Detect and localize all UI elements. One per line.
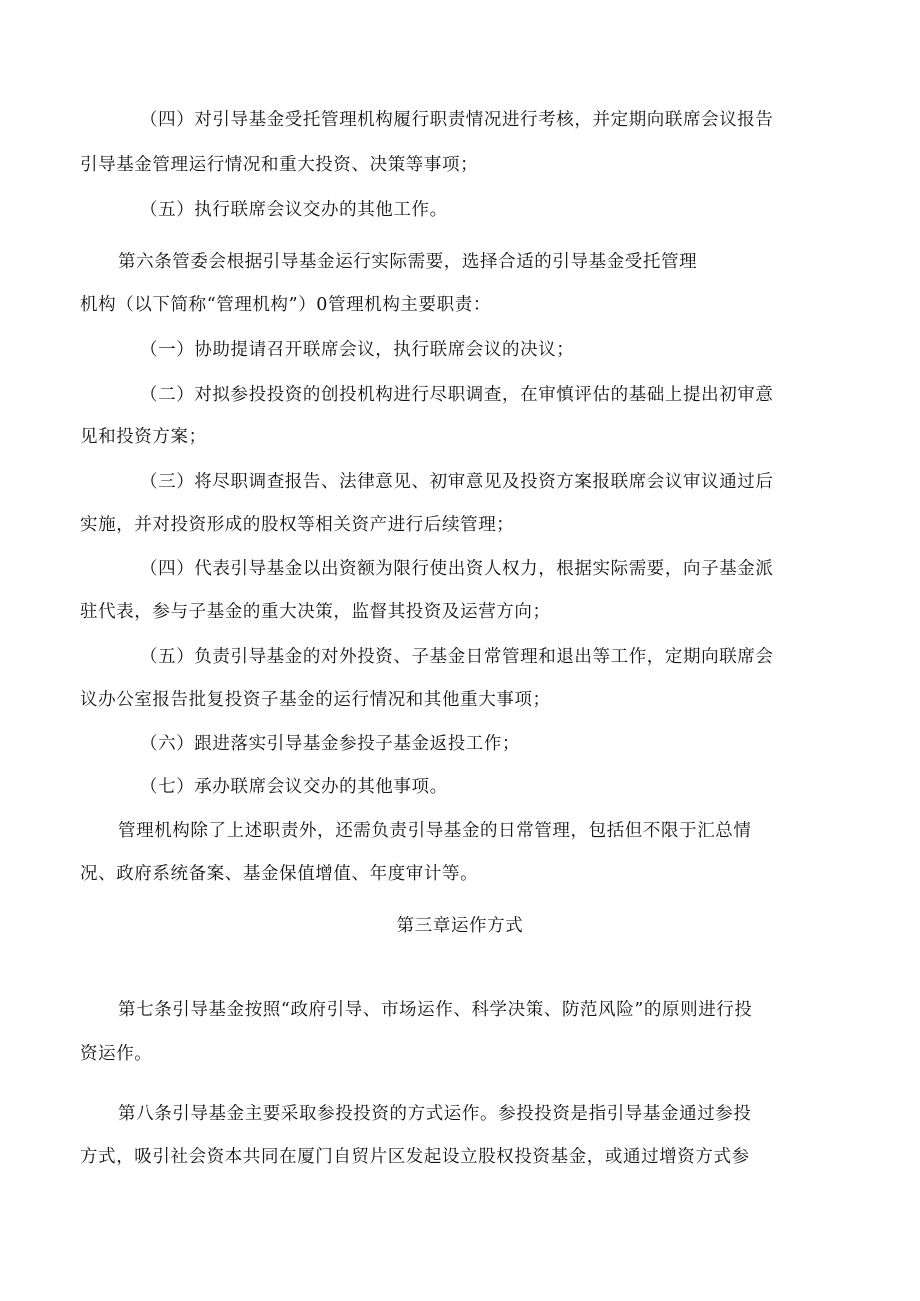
paragraph-line: 议办公室报告批复投资子基金的运行情况和其他重大事项； (80, 690, 551, 710)
paragraph-line: （七）承办联席会议交办的其他事项。 (140, 777, 448, 797)
paragraph-line: 机构（以下简称“管理机构”）0管理机构主要职责： (80, 295, 491, 315)
article-line: 第七条引导基金按照“政府引导、市场运作、科学决策、防范风险”的原则进行投 (118, 1000, 753, 1020)
paragraph-line: 见和投资方案； (80, 427, 207, 447)
article-line: 第八条引导基金主要采取参投投资的方式运作。参投投资是指引导基金通过参投 (118, 1104, 752, 1124)
paragraph-line: （四）对引导基金受托管理机构履行职责情况进行考核，并定期向联席会议报告 (140, 110, 774, 130)
chapter-heading: 第三章运作方式 (396, 916, 524, 936)
paragraph-line: （五）执行联席会议交办的其他工作。 (140, 200, 448, 220)
paragraph-line: （三）将尽职调查报告、法律意见、初审意见及投资方案报联席会议审议通过后 (140, 472, 774, 492)
paragraph-line: 实施，并对投资形成的股权等相关资产进行后续管理； (80, 515, 515, 535)
paragraph-line: （四）代表引导基金以出资额为限行使出资人权力，根据实际需要，向子基金派 (140, 559, 774, 579)
paragraph-line: 驻代表，参与子基金的重大决策，监督其投资及运营方向； (80, 602, 551, 622)
paragraph-line: 管理机构除了上述职责外，还需负责引导基金的日常管理，包括但不限于汇总情 (118, 821, 752, 841)
paragraph-line: （二）对拟参投投资的创投机构进行尽职调查，在审慎评估的基础上提出初审意 (140, 385, 774, 405)
paragraph-line: 资运作。 (80, 1044, 153, 1064)
paragraph-line: （五）负责引导基金的对外投资、子基金日常管理和退出等工作，定期向联席会 (140, 647, 774, 667)
paragraph-line: 引导基金管理运行情况和重大投资、决策等事项； (80, 155, 479, 175)
article-line: 第六条管委会根据引导基金运行实际需要，选择合适的引导基金受托管理 (118, 252, 698, 272)
paragraph-line: 方式，吸引社会资本共同在厦门自贸片区发起设立股权投资基金，或通过增资方式参 (80, 1147, 750, 1167)
paragraph-line: （六）跟进落实引导基金参投子基金返投工作； (140, 734, 521, 754)
paragraph-line: （一）协助提请召开联席会议，执行联席会议的决议； (140, 340, 575, 360)
paragraph-line: 况、政府系统备案、基金保值增值、年度审计等。 (80, 864, 479, 884)
